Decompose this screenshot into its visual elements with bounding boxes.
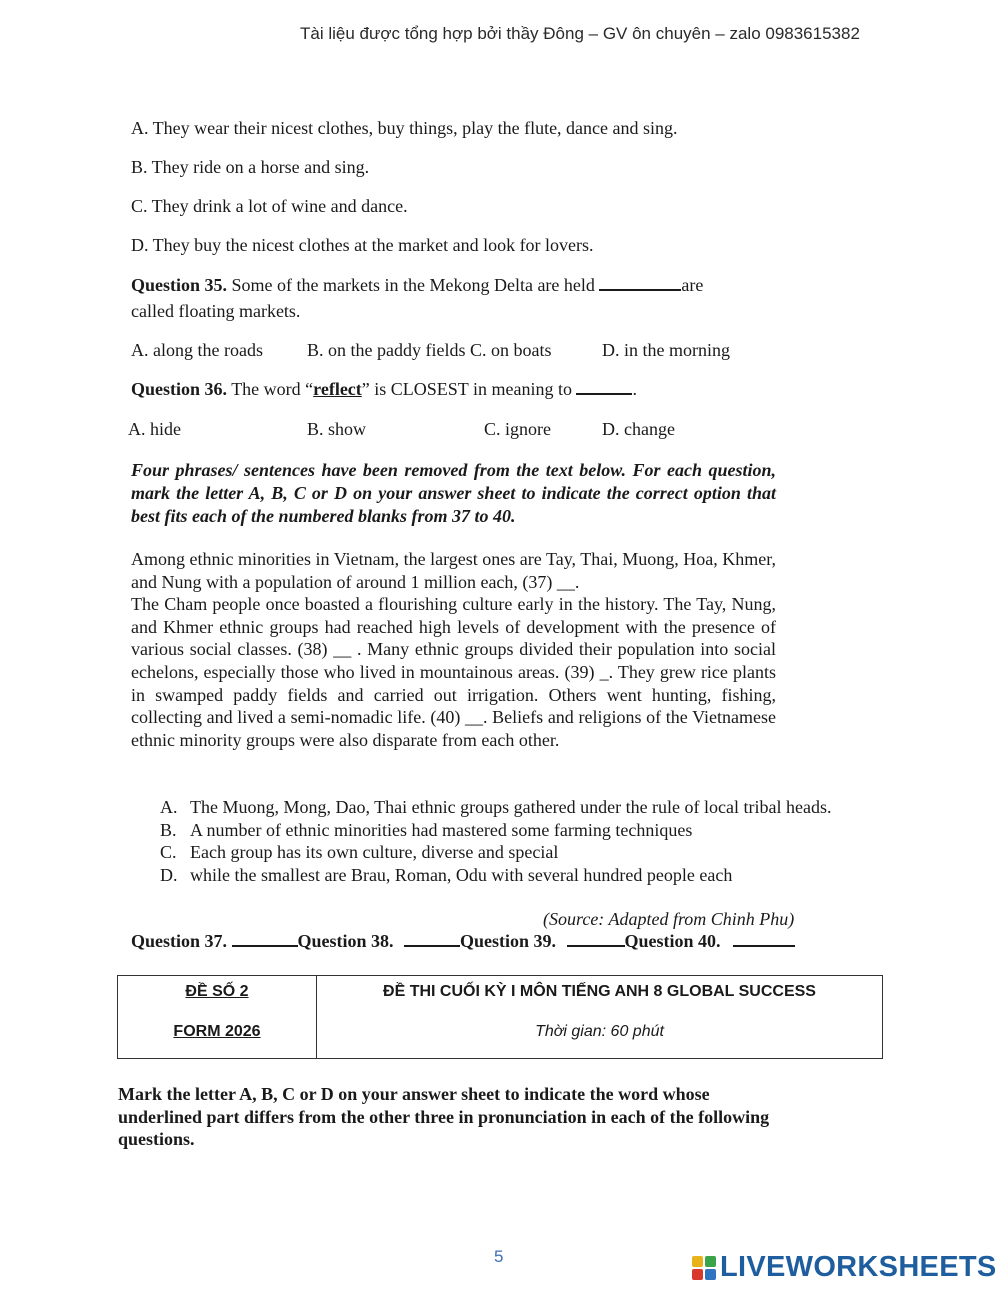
page-header: Tài liệu được tổng hợp bởi thầy Đông – GV ôn chuyên – zalo 0983615382 <box>300 24 860 43</box>
q35-text-after: are <box>681 275 704 295</box>
page-number: 5 <box>494 1247 504 1266</box>
q36-label: Question 36. <box>131 379 228 399</box>
q34-option-d: D. They buy the nicest clothes at the market and look for lovers. <box>131 235 594 255</box>
exam-title-cell <box>317 976 883 1059</box>
q35-option-d: D. in the morning <box>602 340 730 360</box>
option-letter: C. <box>160 842 177 863</box>
option-letter: D. <box>160 864 178 885</box>
answer-blank-39[interactable] <box>567 931 625 947</box>
q35-option-bc: B. on the paddy fields C. on boats <box>307 340 552 360</box>
answer-blank-40[interactable] <box>733 931 795 947</box>
q36-text: The word “ <box>227 379 314 399</box>
answer-label-39: Question 39. <box>460 931 557 951</box>
answer-blank-38[interactable] <box>404 931 460 947</box>
answer-label-38: Question 38. <box>297 931 394 951</box>
q35-text-line2: called floating markets. <box>131 301 301 321</box>
option-letter: A. <box>160 797 178 817</box>
liveworksheets-logo[interactable] <box>692 1251 997 1284</box>
list-item <box>160 796 860 819</box>
reading-passage <box>131 548 776 751</box>
q36-option-a: A. hide <box>128 419 181 439</box>
exam-form: FORM 2026 <box>173 1023 261 1040</box>
pronunciation-instruction: Mark the letter A, B, C or D on your answer sheet to indicate the word whose underlined part differs from the other three in pronunciation in each of the following questions. <box>118 1084 770 1150</box>
question-36 <box>131 379 637 400</box>
q34-option-a: A. They wear their nicest clothes, buy things, play the flute, dance and sing. <box>131 118 678 138</box>
q36-option-d: D. change <box>602 419 675 439</box>
q35-blank[interactable] <box>599 275 681 291</box>
gap-fill-instruction: Four phrases/ sentences have been removed from the text below. For each question, mark the letter A, B, C or D on your answer sheet to indicate the correct option that best fits each of the numbered blanks from 37 to 40. <box>131 460 776 526</box>
logo-icon <box>692 1256 716 1280</box>
answer-line <box>131 931 795 952</box>
q36-option-c: C. ignore <box>484 419 551 439</box>
answer-blank-37[interactable] <box>232 931 298 947</box>
options-list <box>160 796 860 886</box>
q35-text: Some of the markets in the Mekong Delta are held <box>227 275 600 295</box>
answer-label-37: Question 37. <box>131 931 228 951</box>
exam-title: ĐỀ THI CUỐI KỲ I MÔN TIẾNG ANH 8 GLOBAL SUCCESS <box>383 983 816 1000</box>
passage-paragraph-2: The Cham people once boasted a flourishing culture early in the history. The Tay, Nung, and Khmer ethnic groups had reached high levels of development with the presence of various social classes. (38) __ . Many ethnic groups divided their population into social echelons, especially those who lived in mountainous areas. (39) _. They grew rice plants in swamped paddy fields and carried out irrigation. Others went hunting, fishing, collecting and lived a semi-nomadic life. (40) __. Beliefs and religions of the Vietnamese ethnic minority groups were also disparate from each other. <box>131 594 776 750</box>
q34-option-b: B. They ride on a horse and sing. <box>131 157 370 177</box>
q36-end: . <box>632 379 637 399</box>
list-item <box>160 819 860 842</box>
option-text: Each group has its own culture, diverse and special <box>190 842 559 863</box>
q36-blank[interactable] <box>576 379 632 395</box>
option-text: A number of ethnic minorities had mastered some farming techniques <box>190 819 693 840</box>
q36-text-after: ” is CLOSEST in meaning to <box>361 379 577 399</box>
passage-paragraph-1: Among ethnic minorities in Vietnam, the largest ones are Tay, Thai, Muong, Hoa, Khmer, and Nung with a population of around 1 million each, (37) __. <box>131 549 776 592</box>
q36-option-b: B. show <box>307 419 367 439</box>
list-item <box>160 864 860 887</box>
q36-underlined-word: reflect <box>313 379 362 399</box>
answer-label-40: Question 40. <box>624 931 721 951</box>
exam-info-table <box>117 975 883 1059</box>
option-text: while the smallest are Brau, Roman, Odu with several hundred people each <box>190 864 733 885</box>
q35-label: Question 35. <box>131 275 228 295</box>
logo-text: LIVEWORKSHEETS <box>720 1251 997 1283</box>
q34-option-c: C. They drink a lot of wine and dance. <box>131 196 408 216</box>
exam-code: ĐỀ SỐ 2 <box>185 983 249 1000</box>
list-item <box>160 841 860 864</box>
question-35 <box>131 275 703 296</box>
q35-option-a: A. along the roads <box>131 340 263 360</box>
option-letter: B. <box>160 819 177 840</box>
source-citation: (Source: Adapted from Chinh Phu) <box>543 909 795 929</box>
exam-code-cell <box>118 976 317 1059</box>
exam-time: Thời gian: 60 phút <box>535 1023 664 1040</box>
option-text: The Muong, Mong, Dao, Thai ethnic groups gathered under the rule of local tribal heads. <box>190 797 832 817</box>
